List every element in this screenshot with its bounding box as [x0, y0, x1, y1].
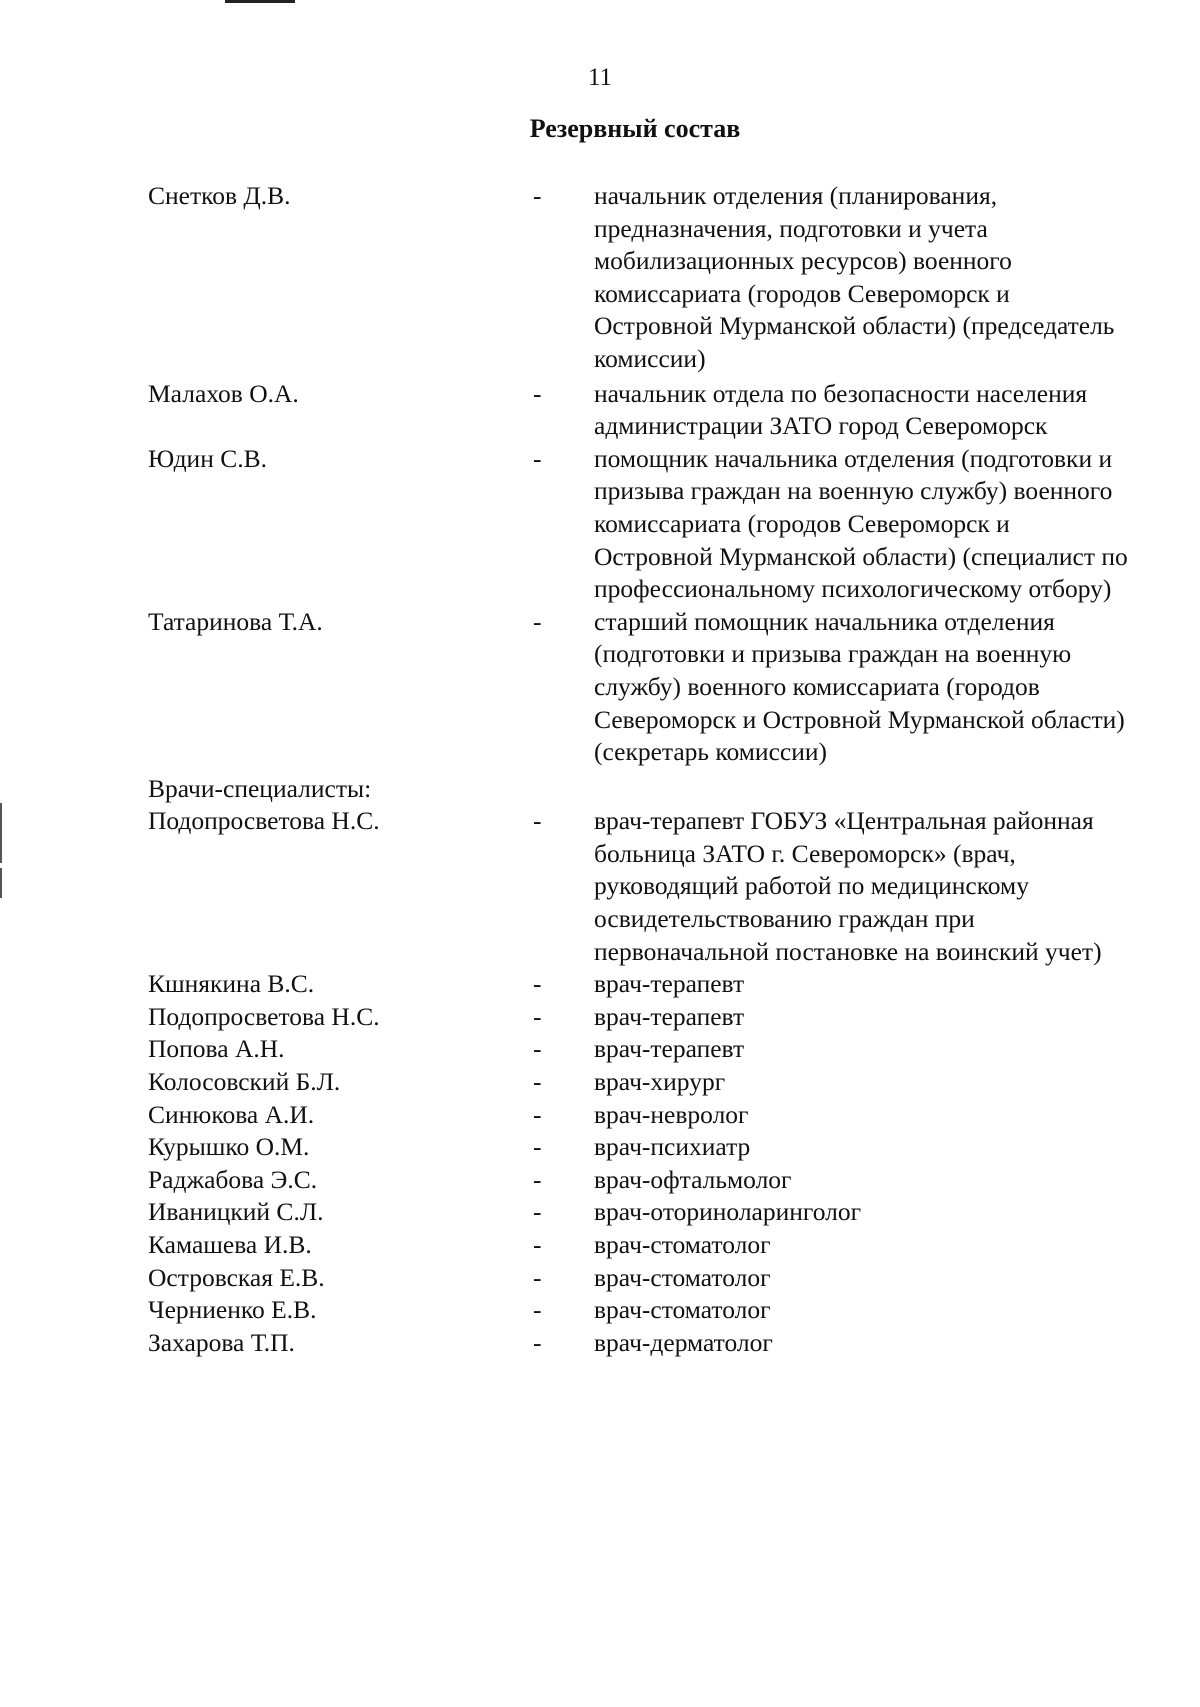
- dash: -: [533, 378, 542, 408]
- dash: -: [533, 1262, 542, 1292]
- list-item: [0, 1327, 1200, 1360]
- dash: -: [533, 1034, 542, 1064]
- member-name: Снетков Д.В.: [148, 181, 291, 210]
- member-role: врач-психиатр: [594, 1132, 751, 1162]
- dash: -: [533, 1099, 542, 1129]
- member-name: Подопросветова Н.С.: [148, 806, 380, 836]
- dash: -: [533, 181, 542, 210]
- member-name: Татаринова Т.А.: [148, 606, 323, 636]
- list-item: [0, 443, 1200, 606]
- member-name: Юдин С.В.: [148, 443, 267, 473]
- specialists-heading: Врачи-специалисты:: [148, 773, 372, 803]
- list-item: [0, 180, 1200, 376]
- member-role: врач-стоматолог: [594, 1295, 771, 1325]
- dash: -: [533, 1295, 542, 1325]
- member-role: врач-терапевт ГОБУЗ «Центральная районная больница ЗАТО г. Североморск» (врач, руководящий работой по медицинскому освидетельствованию граждан при первоначальной постановке на воинский учет): [594, 806, 1102, 966]
- page-title: Резервный состав: [529, 114, 741, 143]
- member-role: начальник отделения (планирования, предназначения, подготовки и учета мобилизационных ресурсов) военного комиссариата (городов Североморск и Островной Мурманской области) (председатель комиссии): [594, 181, 1115, 373]
- member-name: Подопросветова Н.С.: [148, 1001, 380, 1031]
- dash: -: [533, 806, 542, 836]
- member-role: врач-терапевт: [594, 1034, 745, 1064]
- member-name: Кшнякина В.С.: [148, 969, 315, 999]
- list-item: [0, 1131, 1200, 1164]
- dash: -: [533, 969, 542, 999]
- member-role: врач-стоматолог: [594, 1262, 771, 1292]
- member-name: Колосовский Б.Л.: [148, 1067, 341, 1097]
- list-item: [0, 805, 1200, 968]
- list-item: [0, 1196, 1200, 1229]
- member-role: врач-терапевт: [594, 1001, 745, 1031]
- list-item: [0, 378, 1200, 443]
- list-item: [0, 1001, 1200, 1034]
- member-name: Захарова Т.П.: [148, 1327, 295, 1357]
- dash: -: [533, 443, 542, 473]
- member-name: Островская Е.В.: [148, 1262, 325, 1292]
- list-item: [0, 1229, 1200, 1262]
- dash: -: [533, 1132, 542, 1162]
- member-name: Камашева И.В.: [148, 1230, 312, 1259]
- list-item: [0, 1033, 1200, 1066]
- page-number: 11: [587, 64, 613, 91]
- dash: -: [533, 1230, 542, 1259]
- list-item: [0, 1099, 1200, 1132]
- list-item: [0, 606, 1200, 769]
- member-role: начальник отдела по безопасности населения администрации ЗАТО город Североморск: [594, 378, 1088, 441]
- dash: -: [533, 1197, 542, 1227]
- members-list: [0, 180, 1200, 1359]
- member-role: врач-дерматолог: [594, 1327, 773, 1357]
- member-role: помощник начальника отделения (подготовки и призыва граждан на военную службу) военного комиссариата (городов Североморск и Островной Мурманской области) (специалист по профессиональному психологическому отбору): [594, 443, 1128, 604]
- member-name: Раджабова Э.С.: [148, 1164, 318, 1194]
- dash: -: [533, 1001, 542, 1031]
- member-role: врач-хирург: [594, 1067, 726, 1097]
- member-role: старший помощник начальника отделения (подготовки и призыва граждан на военную службу) военного комиссариата (городов Североморск и Островной Мурманской области) (секретарь комиссии): [594, 606, 1125, 767]
- member-name: Курышко О.М.: [148, 1132, 310, 1162]
- member-name: Попова А.Н.: [148, 1034, 285, 1064]
- list-item: [0, 968, 1200, 1001]
- member-name: Иваницкий С.Л.: [148, 1197, 324, 1227]
- member-role: врач-стоматолог: [594, 1230, 771, 1259]
- member-role: врач-оториноларинголог: [594, 1197, 862, 1227]
- scan-artifact: [225, 0, 295, 3]
- member-name: Синюкова А.И.: [148, 1099, 315, 1129]
- dash: -: [533, 606, 542, 636]
- list-item: [0, 1164, 1200, 1197]
- list-item: [0, 1262, 1200, 1295]
- list-item: [0, 1066, 1200, 1099]
- dash: -: [533, 1327, 542, 1357]
- dash: -: [533, 1067, 542, 1097]
- dash: -: [533, 1164, 542, 1194]
- member-name: Малахов О.А.: [148, 378, 299, 408]
- list-item: [0, 1294, 1200, 1327]
- member-role: врач-офтальмолог: [594, 1164, 792, 1194]
- member-role: врач-невролог: [594, 1099, 749, 1129]
- member-role: врач-терапевт: [594, 969, 745, 999]
- member-name: Черниенко Е.В.: [148, 1295, 317, 1325]
